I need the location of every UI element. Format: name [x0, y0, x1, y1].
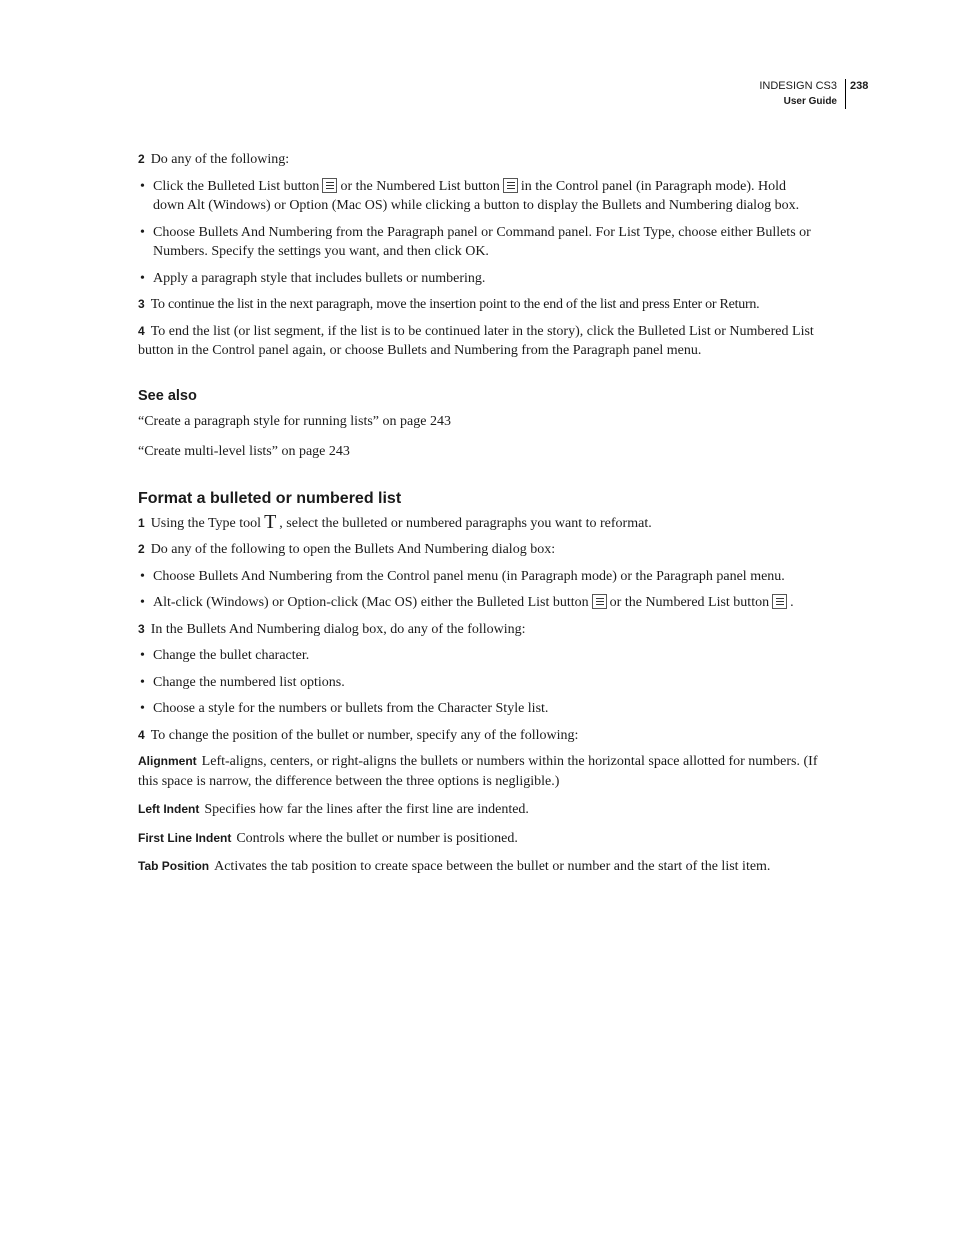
bulleted-list-icon [322, 178, 337, 193]
running-header [759, 79, 846, 109]
step-2 [138, 150, 818, 170]
bullet-text: . [790, 595, 794, 610]
step-4 [138, 726, 818, 746]
bulleted-list-icon [592, 594, 607, 609]
step-text: To end the list (or list segment, if the list is to be continued later in the story), click the Bulleted List or Numbered List button in the Control panel again, or choose Bullets and Numbering from the Paragraph panel menu. [138, 323, 814, 358]
type-tool-icon: T [264, 510, 277, 533]
step-text: In the Bullets And Numbering dialog box, do any of the following: [150, 621, 526, 637]
step-3 [138, 620, 818, 640]
list-item: • Change the numbered list options. [140, 674, 345, 690]
step-text: Using the Type tool [150, 515, 262, 531]
step-number: 1 [138, 515, 145, 530]
step-number: 3 [138, 297, 145, 311]
guide-name: User Guide [783, 96, 837, 107]
product-name: INDESIGN CS3 [759, 80, 837, 92]
see-also-heading: See also [138, 387, 197, 404]
definition-text: Left-aligns, centers, or right-aligns the bullets or numbers within the horizontal space allotted for numbers. (If this space is narrow, the difference between the three options is negligible.) [138, 754, 818, 789]
definition-term: First Line Indent [138, 830, 232, 845]
bullet-text: Change the bullet character. [153, 648, 310, 663]
cross-reference-link[interactable]: “Create a paragraph style for running lists” on page 243 [138, 414, 451, 429]
step-3 [138, 295, 818, 315]
definition-first-line-indent [138, 829, 818, 849]
bullet-text: Choose Bullets And Numbering from the Paragraph panel or Command panel. For List Type, choose either Bullets or Numbers. Specify the settings you want, and then click OK. [153, 224, 811, 259]
list-item: • Choose a style for the numbers or bullets from the Character Style list. [140, 701, 549, 716]
numbered-list-icon [503, 178, 518, 193]
step-1 [138, 510, 818, 534]
step-number: 2 [138, 152, 145, 166]
step-text: To change the position of the bullet or number, specify any of the following: [150, 727, 579, 743]
bullet-text: or the Numbered List button [340, 178, 500, 194]
step-text: To continue the list in the next paragraph, move the insertion point to the end of the list and press Enter or Return. [150, 297, 760, 312]
bullet-text: Apply a paragraph style that includes bullets or numbering. [153, 270, 486, 286]
list-item: • Choose Bullets And Numbering from the Control panel menu (in Paragraph mode) or the Paragraph panel menu. [140, 568, 785, 584]
step-2 [138, 540, 818, 560]
definition-term: Alignment [138, 754, 197, 768]
section-heading: Format a bulleted or numbered list [138, 490, 402, 507]
step-number: 2 [138, 542, 145, 556]
definition-left-indent [138, 800, 818, 820]
list-item: • Alt-click (Windows) or Option-click (Mac OS) either the Bulleted List button or the Numbered List button . [140, 595, 794, 610]
step-4 [138, 322, 818, 361]
bullet-text: Choose a style for the numbers or bullets from the Character Style list. [153, 701, 549, 716]
step-text: Do any of the following: [150, 152, 290, 167]
definition-text: Specifies how far the lines after the first line are indented. [204, 802, 529, 817]
definition-alignment [138, 752, 818, 791]
step-number: 4 [138, 323, 145, 338]
bullet-text: in the Control panel (in Paragraph mode). Hold down Alt (Windows) or Option (Mac OS) while clicking a button to display the Bullets and Numbering dialog box. [153, 178, 800, 213]
step-number: 4 [138, 727, 145, 742]
step-number: 3 [138, 621, 145, 636]
bullet-text: Choose Bullets And Numbering from the Control panel menu (in Paragraph mode) or the Paragraph panel menu. [153, 568, 785, 584]
list-item: • Click the Bulleted List button or the Numbered List button in the Control panel (in Paragraph mode). Hold down Alt (Windows) or Option (Mac OS) while clicking a button to display the Bullets and Numbering dialog box. [140, 178, 800, 213]
cross-reference-link[interactable]: “Create multi-level lists” on page 243 [138, 443, 350, 459]
step-text: Do any of the following to open the Bullets And Numbering dialog box: [150, 542, 556, 557]
step-text: , select the bulleted or numbered paragraphs you want to reformat. [279, 515, 652, 531]
bullet-text: Alt-click (Windows) or Option-click (Mac OS) either the Bulleted List button [153, 595, 589, 610]
page-number: 238 [850, 80, 869, 92]
bullet-text: Click the Bulleted List button [153, 178, 320, 194]
list-item: • Change the bullet character. [140, 648, 310, 663]
numbered-list-icon [772, 594, 787, 609]
list-item: • Choose Bullets And Numbering from the Paragraph panel or Command panel. For List Type, choose either Bullets or Numbers. Specify the settings you want, and then click OK. [140, 224, 811, 259]
definition-term: Left Indent [138, 802, 200, 816]
list-item: • Apply a paragraph style that includes bullets or numbering. [140, 270, 486, 286]
definition-text: Activates the tab position to create space between the bullet or number and the start of the list item. [214, 859, 771, 874]
page-content [138, 150, 818, 886]
bullet-text: Change the numbered list options. [153, 674, 345, 690]
definition-tab-position [138, 857, 818, 877]
definition-text: Controls where the bullet or number is positioned. [236, 830, 518, 846]
definition-term: Tab Position [138, 859, 210, 873]
bullet-text: or the Numbered List button [609, 595, 770, 610]
